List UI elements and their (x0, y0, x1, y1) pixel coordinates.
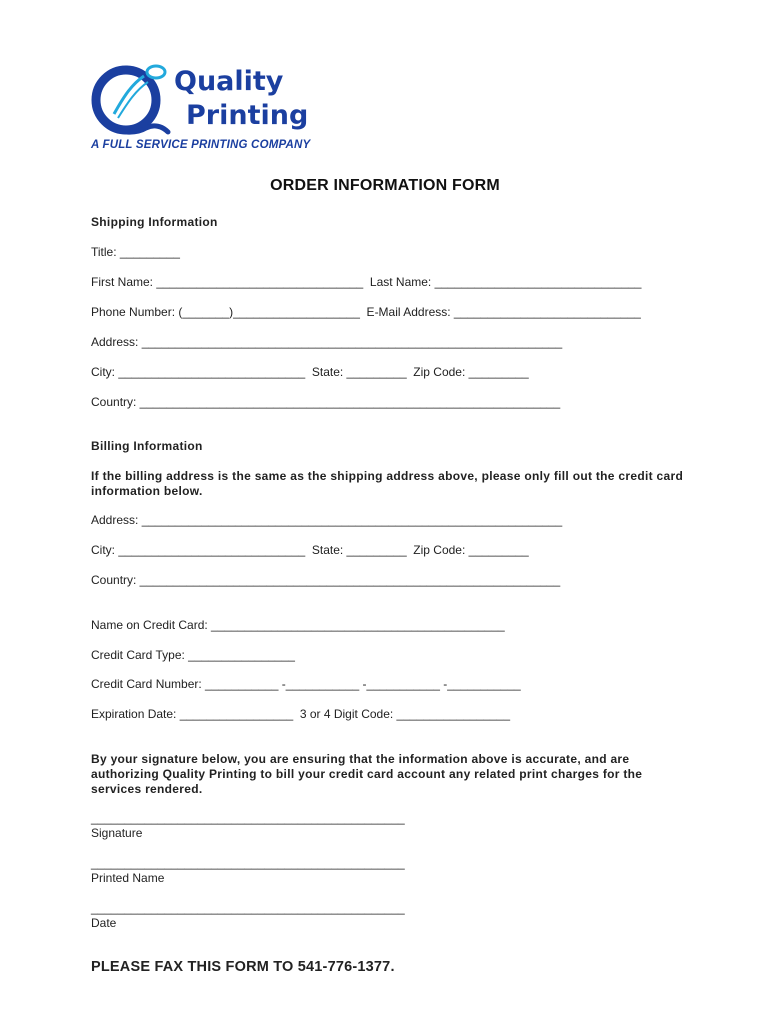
billing-address-field[interactable]: Address: _______________________________________________________________ (91, 513, 563, 527)
shipping-contact-fields[interactable]: Phone Number: (_______)___________________ E-Mail Address: ____________________________ (91, 305, 641, 319)
card-name-field[interactable]: Name on Credit Card: ____________________________________________ (91, 618, 505, 632)
logo-mark (88, 62, 328, 142)
shipping-title-field[interactable]: Title: _________ (91, 245, 180, 259)
billing-city-state-zip-fields[interactable]: City: ____________________________ State: _________ Zip Code: _________ (91, 543, 529, 557)
logo-name-line2: Printing (186, 100, 309, 131)
card-expiry-code-fields[interactable]: Expiration Date: _________________ 3 or 4 Digit Code: _________________ (91, 707, 511, 721)
agreement-text: By your signature below, you are ensuring that the information above is accurate, and are authorizing Quality Printing to bill your credit card account any related print charges for the services rendered. (91, 752, 643, 796)
shipping-address-field[interactable]: Address: _______________________________________________________________ (91, 335, 563, 349)
company-logo (88, 62, 328, 142)
shipping-heading: Shipping Information (91, 215, 218, 229)
fax-instruction: PLEASE FAX THIS FORM TO 541-776-1377. (91, 959, 395, 975)
printed-name-line[interactable]: _______________________________________________ (91, 856, 405, 870)
billing-country-field[interactable]: Country: _______________________________________________________________ (91, 573, 561, 587)
card-type-field[interactable]: Credit Card Type: ________________ (91, 648, 295, 662)
date-line[interactable]: _______________________________________________ (91, 901, 405, 915)
logo-swoosh (114, 76, 144, 114)
printed-name-label: Printed Name (91, 871, 165, 885)
company-tagline: A FULL SERVICE PRINTING COMPANY (91, 139, 311, 151)
billing-note: If the billing address is the same as the shipping address above, please only fill out the credit card information below. (91, 469, 684, 498)
shipping-city-state-zip-fields[interactable]: City: ____________________________ State: _________ Zip Code: _________ (91, 365, 529, 379)
signature-line[interactable]: _______________________________________________ (91, 811, 405, 825)
shipping-country-field[interactable]: Country: _______________________________________________________________ (91, 395, 561, 409)
signature-label: Signature (91, 826, 143, 840)
shipping-name-fields[interactable]: First Name: _______________________________ Last Name: _______________________________ (91, 275, 642, 289)
card-number-field[interactable]: Credit Card Number: ___________ -___________ -___________ -___________ (91, 677, 521, 691)
logo-q-ring (96, 70, 156, 130)
date-label: Date (91, 916, 117, 930)
logo-loop (147, 66, 165, 78)
billing-heading: Billing Information (91, 439, 203, 453)
logo-name-line1: Quality (174, 66, 284, 97)
form-title: ORDER INFORMATION FORM (270, 177, 500, 194)
